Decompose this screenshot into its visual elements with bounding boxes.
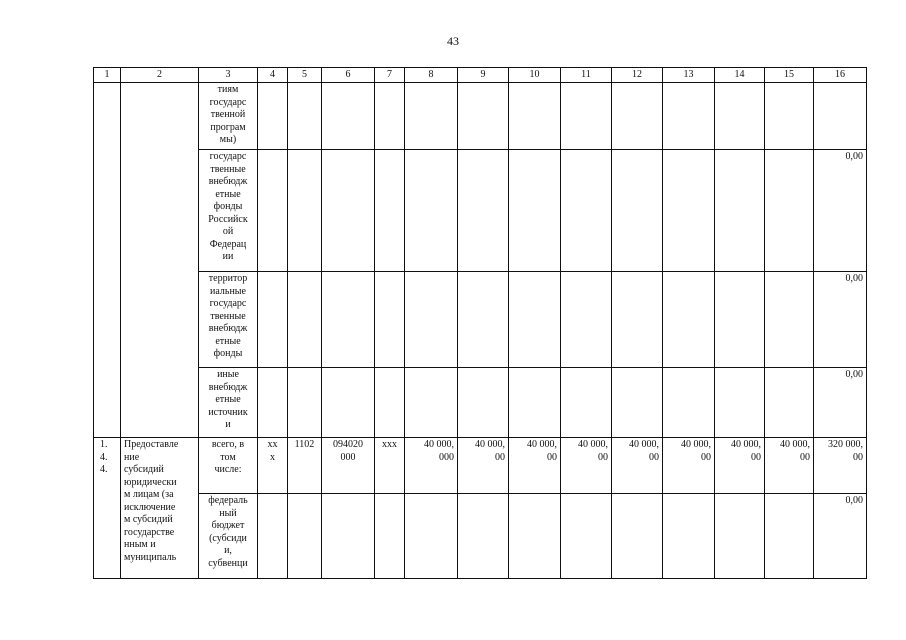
cell-empty <box>94 83 121 438</box>
col-header: 2 <box>121 68 199 83</box>
cell-empty <box>561 368 612 438</box>
cell-amount: 40 000, 00 <box>561 438 612 494</box>
cell-amount: 40 000, 000 <box>405 438 458 494</box>
cell-source: федераль ный бюджет (субсиди и, субвенци <box>199 494 258 579</box>
cell-empty <box>561 150 612 272</box>
cell-empty <box>509 83 561 150</box>
cell-empty <box>405 150 458 272</box>
cell-empty <box>715 494 765 579</box>
cell-code: 1102 <box>288 438 322 494</box>
cell-empty <box>458 494 509 579</box>
cell-empty <box>375 494 405 579</box>
cell-empty <box>561 83 612 150</box>
cell-empty <box>612 368 663 438</box>
cell-empty <box>509 150 561 272</box>
col-header: 6 <box>322 68 375 83</box>
col-header: 16 <box>814 68 867 83</box>
cell-empty <box>322 368 375 438</box>
cell-empty <box>458 272 509 368</box>
cell-amount: 40 000, 00 <box>458 438 509 494</box>
col-header: 10 <box>509 68 561 83</box>
cell-source: всего, в том числе: <box>199 438 258 494</box>
cell-item-name: Предоставле ние субсидий юридически м лицам (за исключение м субсидий государстве нным и муниципаль <box>121 438 199 579</box>
cell-empty <box>715 368 765 438</box>
cell-empty <box>288 272 322 368</box>
table-row <box>94 494 867 579</box>
cell-total: 0,00 <box>814 272 867 368</box>
cell-empty <box>405 368 458 438</box>
cell-empty <box>258 83 288 150</box>
col-header: 7 <box>375 68 405 83</box>
table-row <box>94 272 867 368</box>
cell-empty <box>322 272 375 368</box>
cell-empty <box>258 272 288 368</box>
cell-empty <box>612 150 663 272</box>
col-header: 8 <box>405 68 458 83</box>
cell-empty <box>715 83 765 150</box>
col-header: 13 <box>663 68 715 83</box>
col-header: 3 <box>199 68 258 83</box>
cell-empty <box>458 83 509 150</box>
cell-source: территор иальные государс твенные внебюдж етные фонды <box>199 272 258 368</box>
table-row <box>94 83 867 150</box>
table-row <box>94 150 867 272</box>
col-header: 4 <box>258 68 288 83</box>
cell-empty <box>765 494 814 579</box>
cell-empty <box>765 83 814 150</box>
cell-empty <box>663 150 715 272</box>
column-number-row <box>94 68 867 83</box>
cell-empty <box>405 83 458 150</box>
cell-empty <box>561 272 612 368</box>
cell-empty <box>405 272 458 368</box>
cell-source: иные внебюдж етные источник и <box>199 368 258 438</box>
cell-empty <box>405 494 458 579</box>
cell-empty <box>322 83 375 150</box>
cell-empty <box>375 150 405 272</box>
col-header: 14 <box>715 68 765 83</box>
cell-empty <box>258 150 288 272</box>
cell-empty <box>288 83 322 150</box>
cell-amount: 40 000, 00 <box>765 438 814 494</box>
cell-empty <box>765 150 814 272</box>
cell-empty <box>663 368 715 438</box>
cell-amount: 40 000, 00 <box>663 438 715 494</box>
cell-empty <box>375 368 405 438</box>
cell-total: 0,00 <box>814 150 867 272</box>
cell-empty <box>121 83 199 438</box>
cell-amount: 40 000, 00 <box>715 438 765 494</box>
cell-empty <box>509 272 561 368</box>
cell-empty <box>509 494 561 579</box>
col-header: 1 <box>94 68 121 83</box>
budget-table <box>93 67 867 579</box>
cell-empty <box>258 494 288 579</box>
col-header: 9 <box>458 68 509 83</box>
cell-source: тиям государс твенной програм мы) <box>199 83 258 150</box>
cell-empty <box>322 150 375 272</box>
cell-empty <box>663 272 715 368</box>
cell-source: государс твенные внебюдж етные фонды Российск ой Федерац ии <box>199 150 258 272</box>
cell-total: 0,00 <box>814 494 867 579</box>
cell-empty <box>458 368 509 438</box>
table-row <box>94 368 867 438</box>
cell-empty <box>375 83 405 150</box>
col-header: 11 <box>561 68 612 83</box>
cell-empty <box>375 272 405 368</box>
col-header: 5 <box>288 68 322 83</box>
cell-total: 320 000, 00 <box>814 438 867 494</box>
cell-amount: 40 000, 00 <box>612 438 663 494</box>
cell-empty <box>561 494 612 579</box>
cell-empty <box>765 368 814 438</box>
cell-empty <box>663 83 715 150</box>
cell-empty <box>288 494 322 579</box>
cell-empty <box>458 150 509 272</box>
cell-empty <box>288 150 322 272</box>
cell-total: 0,00 <box>814 368 867 438</box>
cell-empty <box>612 83 663 150</box>
cell-empty <box>612 494 663 579</box>
cell-empty <box>663 494 715 579</box>
cell-item-number: 1. 4. 4. <box>94 438 121 579</box>
cell-code: 094020 000 <box>322 438 375 494</box>
table-row <box>94 438 867 494</box>
cell-empty <box>322 494 375 579</box>
page-number: 43 <box>447 34 459 48</box>
col-header: 12 <box>612 68 663 83</box>
cell-amount: 40 000, 00 <box>509 438 561 494</box>
cell-code: хх х <box>258 438 288 494</box>
cell-total <box>814 83 867 150</box>
cell-empty <box>612 272 663 368</box>
cell-empty <box>509 368 561 438</box>
col-header: 15 <box>765 68 814 83</box>
cell-empty <box>765 272 814 368</box>
cell-empty <box>715 272 765 368</box>
cell-code: ххх <box>375 438 405 494</box>
cell-empty <box>715 150 765 272</box>
cell-empty <box>288 368 322 438</box>
cell-empty <box>258 368 288 438</box>
